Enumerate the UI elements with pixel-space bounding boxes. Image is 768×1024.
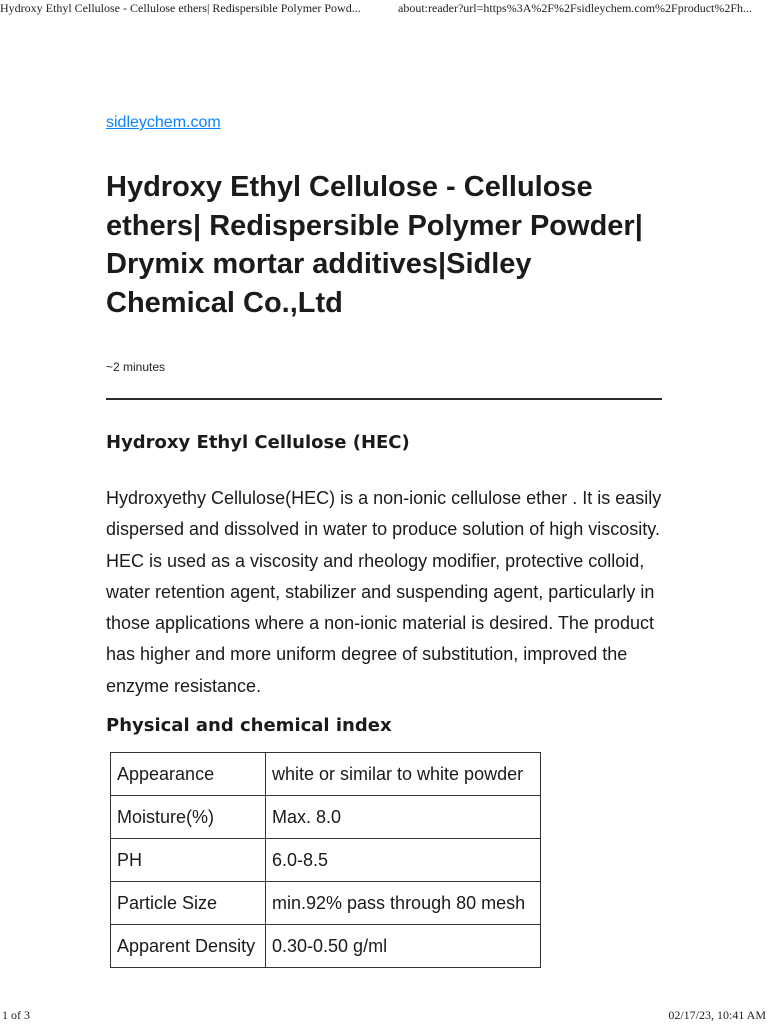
value-cell: 0.30-0.50 g/ml (266, 925, 541, 968)
property-cell: Moisture(%) (111, 796, 266, 839)
value-cell: white or similar to white powder (266, 753, 541, 796)
physical-chemical-index-table (110, 752, 541, 968)
section-heading-hec: Hydroxy Ethyl Cellulose (HEC) (106, 432, 410, 453)
table-row (111, 839, 541, 882)
table-row (111, 796, 541, 839)
print-header-url: about:reader?url=https%3A%2F%2Fsidleychem.com%2Fproduct%2Fh... (398, 1, 753, 15)
hec-description-paragraph: Hydroxyethy Cellulose(HEC) is a non-ionic cellulose ether . It is easily dispersed and dissolved in water to produce solution of high viscosity. HEC is used as a viscosity and rheology modifier, protective colloid, water retention agent, stabilizer and suspending agent, particularly in those applications where a non-ionic material is desired. The product has higher and more uniform degree of substitution, improved the enzyme resistance. (106, 488, 662, 696)
header-divider (106, 398, 662, 400)
property-cell: Appearance (111, 753, 266, 796)
value-cell: Max. 8.0 (266, 796, 541, 839)
table-row (111, 882, 541, 925)
print-header-title: Hydroxy Ethyl Cellulose - Cellulose ethers| Redispersible Polymer Powd... (0, 1, 361, 15)
value-cell: 6.0-8.5 (266, 839, 541, 882)
reading-time: ~2 minutes (106, 360, 166, 374)
property-cell: Apparent Density (111, 925, 266, 968)
article-title: Hydroxy Ethyl Cellulose - Cellulose ethers| Redispersible Polymer Powder| Drymix mortar additives|Sidley Chemical Co.,Ltd (106, 171, 643, 319)
table-row (111, 925, 541, 968)
property-cell: Particle Size (111, 882, 266, 925)
value-cell: min.92% pass through 80 mesh (266, 882, 541, 925)
table-row (111, 753, 541, 796)
section-heading-physical-chemical-index: Physical and chemical index (106, 715, 392, 736)
print-footer-datetime: 02/17/23, 10:41 AM (668, 1008, 766, 1022)
print-footer-page-number: 1 of 3 (2, 1008, 30, 1022)
source-domain-link[interactable]: sidleychem.com (106, 114, 221, 131)
property-cell: PH (111, 839, 266, 882)
